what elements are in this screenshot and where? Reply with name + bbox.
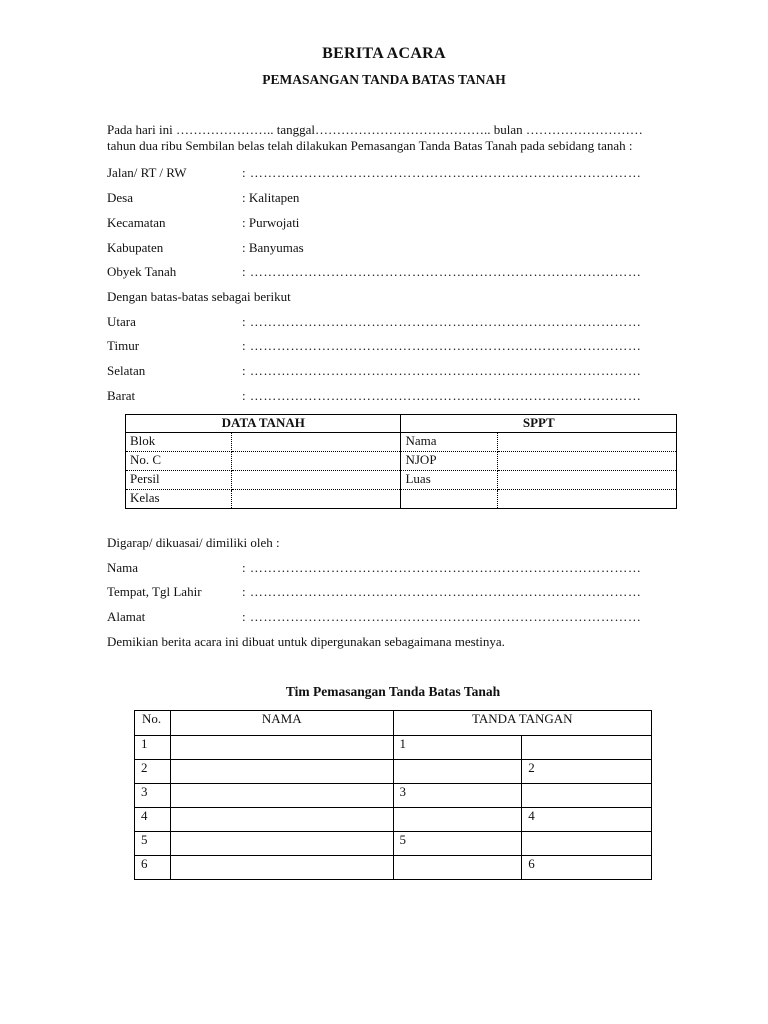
boundary-label-selatan: Selatan xyxy=(107,363,146,378)
cell-kelas-value xyxy=(231,490,401,509)
row-label-blok: Blok xyxy=(126,433,232,452)
boundaries-intro: Dengan batas-batas sebagai berikut xyxy=(107,289,291,304)
owner-label-alamat: Alamat xyxy=(107,609,146,624)
cell-no-c-value xyxy=(231,452,401,471)
row-label-kelas: Kelas xyxy=(126,490,232,509)
owner-label-nama: Nama xyxy=(107,560,139,575)
table-row xyxy=(126,433,677,452)
land-data-table xyxy=(125,414,677,509)
boundary-label-utara: Utara xyxy=(107,314,136,329)
intro-line-1: Pada hari ini ………………….. tanggal………………………………….. bulan ……………………… xyxy=(107,122,643,137)
document-subtitle: PEMASANGAN TANDA BATAS TANAH xyxy=(262,72,506,87)
row-label-persil: Persil xyxy=(126,471,232,490)
owner-value-nama: : …………………………………………………………………………… xyxy=(242,560,642,575)
cell-empty-value xyxy=(498,490,677,509)
table-row xyxy=(126,490,677,509)
row-number: 5 xyxy=(135,832,171,856)
signature-right: 2 xyxy=(522,760,652,784)
signature-left: 1 xyxy=(393,736,522,760)
signature-left xyxy=(393,856,522,880)
header-sppt: SPPT xyxy=(401,415,677,433)
owner-value-alamat: : …………………………………………………………………………… xyxy=(242,609,642,624)
field-label-kabupaten: Kabupaten xyxy=(107,240,164,255)
owner-label-ttl: Tempat, Tgl Lahir xyxy=(107,584,202,599)
signature-right xyxy=(522,736,652,760)
team-table xyxy=(134,710,652,880)
table-row xyxy=(135,736,652,760)
intro-line-2: tahun dua ribu Sembilan belas telah dilakukan Pemasangan Tanda Batas Tanah pada sebidang tanah : xyxy=(107,138,633,153)
row-number: 4 xyxy=(135,808,171,832)
cell-blok-value xyxy=(231,433,401,452)
table-row xyxy=(135,808,652,832)
closing-statement: Demikian berita acara ini dibuat untuk dipergunakan sebagaimana mestinya. xyxy=(107,634,505,649)
signature-left: 5 xyxy=(393,832,522,856)
signature-right: 6 xyxy=(522,856,652,880)
boundary-value-utara: : …………………………………………………………………………… xyxy=(242,314,642,329)
name-cell xyxy=(170,736,393,760)
table-row xyxy=(135,856,652,880)
name-cell xyxy=(170,808,393,832)
name-cell xyxy=(170,784,393,808)
row-label-no-c: No. C xyxy=(126,452,232,471)
cell-luas-value xyxy=(498,471,677,490)
team-title: Tim Pemasangan Tanda Batas Tanah xyxy=(285,684,501,699)
cell-nama-value xyxy=(498,433,677,452)
field-value-kecamatan: : Purwojati xyxy=(242,215,300,230)
table-row xyxy=(126,471,677,490)
document-title: BERITA ACARA xyxy=(322,45,446,62)
field-label-jalan: Jalan/ RT / RW xyxy=(107,165,187,180)
name-cell xyxy=(170,760,393,784)
field-label-obyek-tanah: Obyek Tanah xyxy=(107,264,177,279)
row-number: 2 xyxy=(135,760,171,784)
field-value-kabupaten: : Banyumas xyxy=(242,240,304,255)
header-no: No. xyxy=(135,711,171,736)
row-number: 6 xyxy=(135,856,171,880)
owner-value-ttl: : …………………………………………………………………………… xyxy=(242,584,642,599)
header-data-tanah: DATA TANAH xyxy=(126,415,401,433)
name-cell xyxy=(170,856,393,880)
table-row xyxy=(126,452,677,471)
boundary-value-barat: : …………………………………………………………………………… xyxy=(242,388,642,403)
boundary-value-selatan: : …………………………………………………………………………… xyxy=(242,363,642,378)
row-label-njop: NJOP xyxy=(401,452,498,471)
signature-right xyxy=(522,784,652,808)
team-header-row xyxy=(135,711,652,736)
boundary-value-timur: : …………………………………………………………………………… xyxy=(242,338,642,353)
row-number: 3 xyxy=(135,784,171,808)
row-label-empty xyxy=(401,490,498,509)
table-row xyxy=(135,832,652,856)
table-row xyxy=(135,784,652,808)
cell-persil-value xyxy=(231,471,401,490)
field-value-jalan: : …………………………………………………………………………… xyxy=(242,165,642,180)
field-value-obyek-tanah: : …………………………………………………………………………… xyxy=(242,264,642,279)
name-cell xyxy=(170,832,393,856)
table-header-row xyxy=(126,415,677,433)
field-value-desa: : Kalitapen xyxy=(242,190,300,205)
signature-left xyxy=(393,760,522,784)
field-label-kecamatan: Kecamatan xyxy=(107,215,166,230)
field-label-desa: Desa xyxy=(107,190,133,205)
row-number: 1 xyxy=(135,736,171,760)
boundary-label-barat: Barat xyxy=(107,388,136,403)
owner-intro: Digarap/ dikuasai/ dimiliki oleh : xyxy=(107,535,280,550)
signature-right: 4 xyxy=(522,808,652,832)
cell-njop-value xyxy=(498,452,677,471)
row-label-luas: Luas xyxy=(401,471,498,490)
signature-left xyxy=(393,808,522,832)
table-row xyxy=(135,760,652,784)
boundary-label-timur: Timur xyxy=(107,338,140,353)
row-label-nama: Nama xyxy=(401,433,498,452)
header-nama: NAMA xyxy=(170,711,393,736)
signature-right xyxy=(522,832,652,856)
header-tanda-tangan: TANDA TANGAN xyxy=(393,711,651,736)
signature-left: 3 xyxy=(393,784,522,808)
